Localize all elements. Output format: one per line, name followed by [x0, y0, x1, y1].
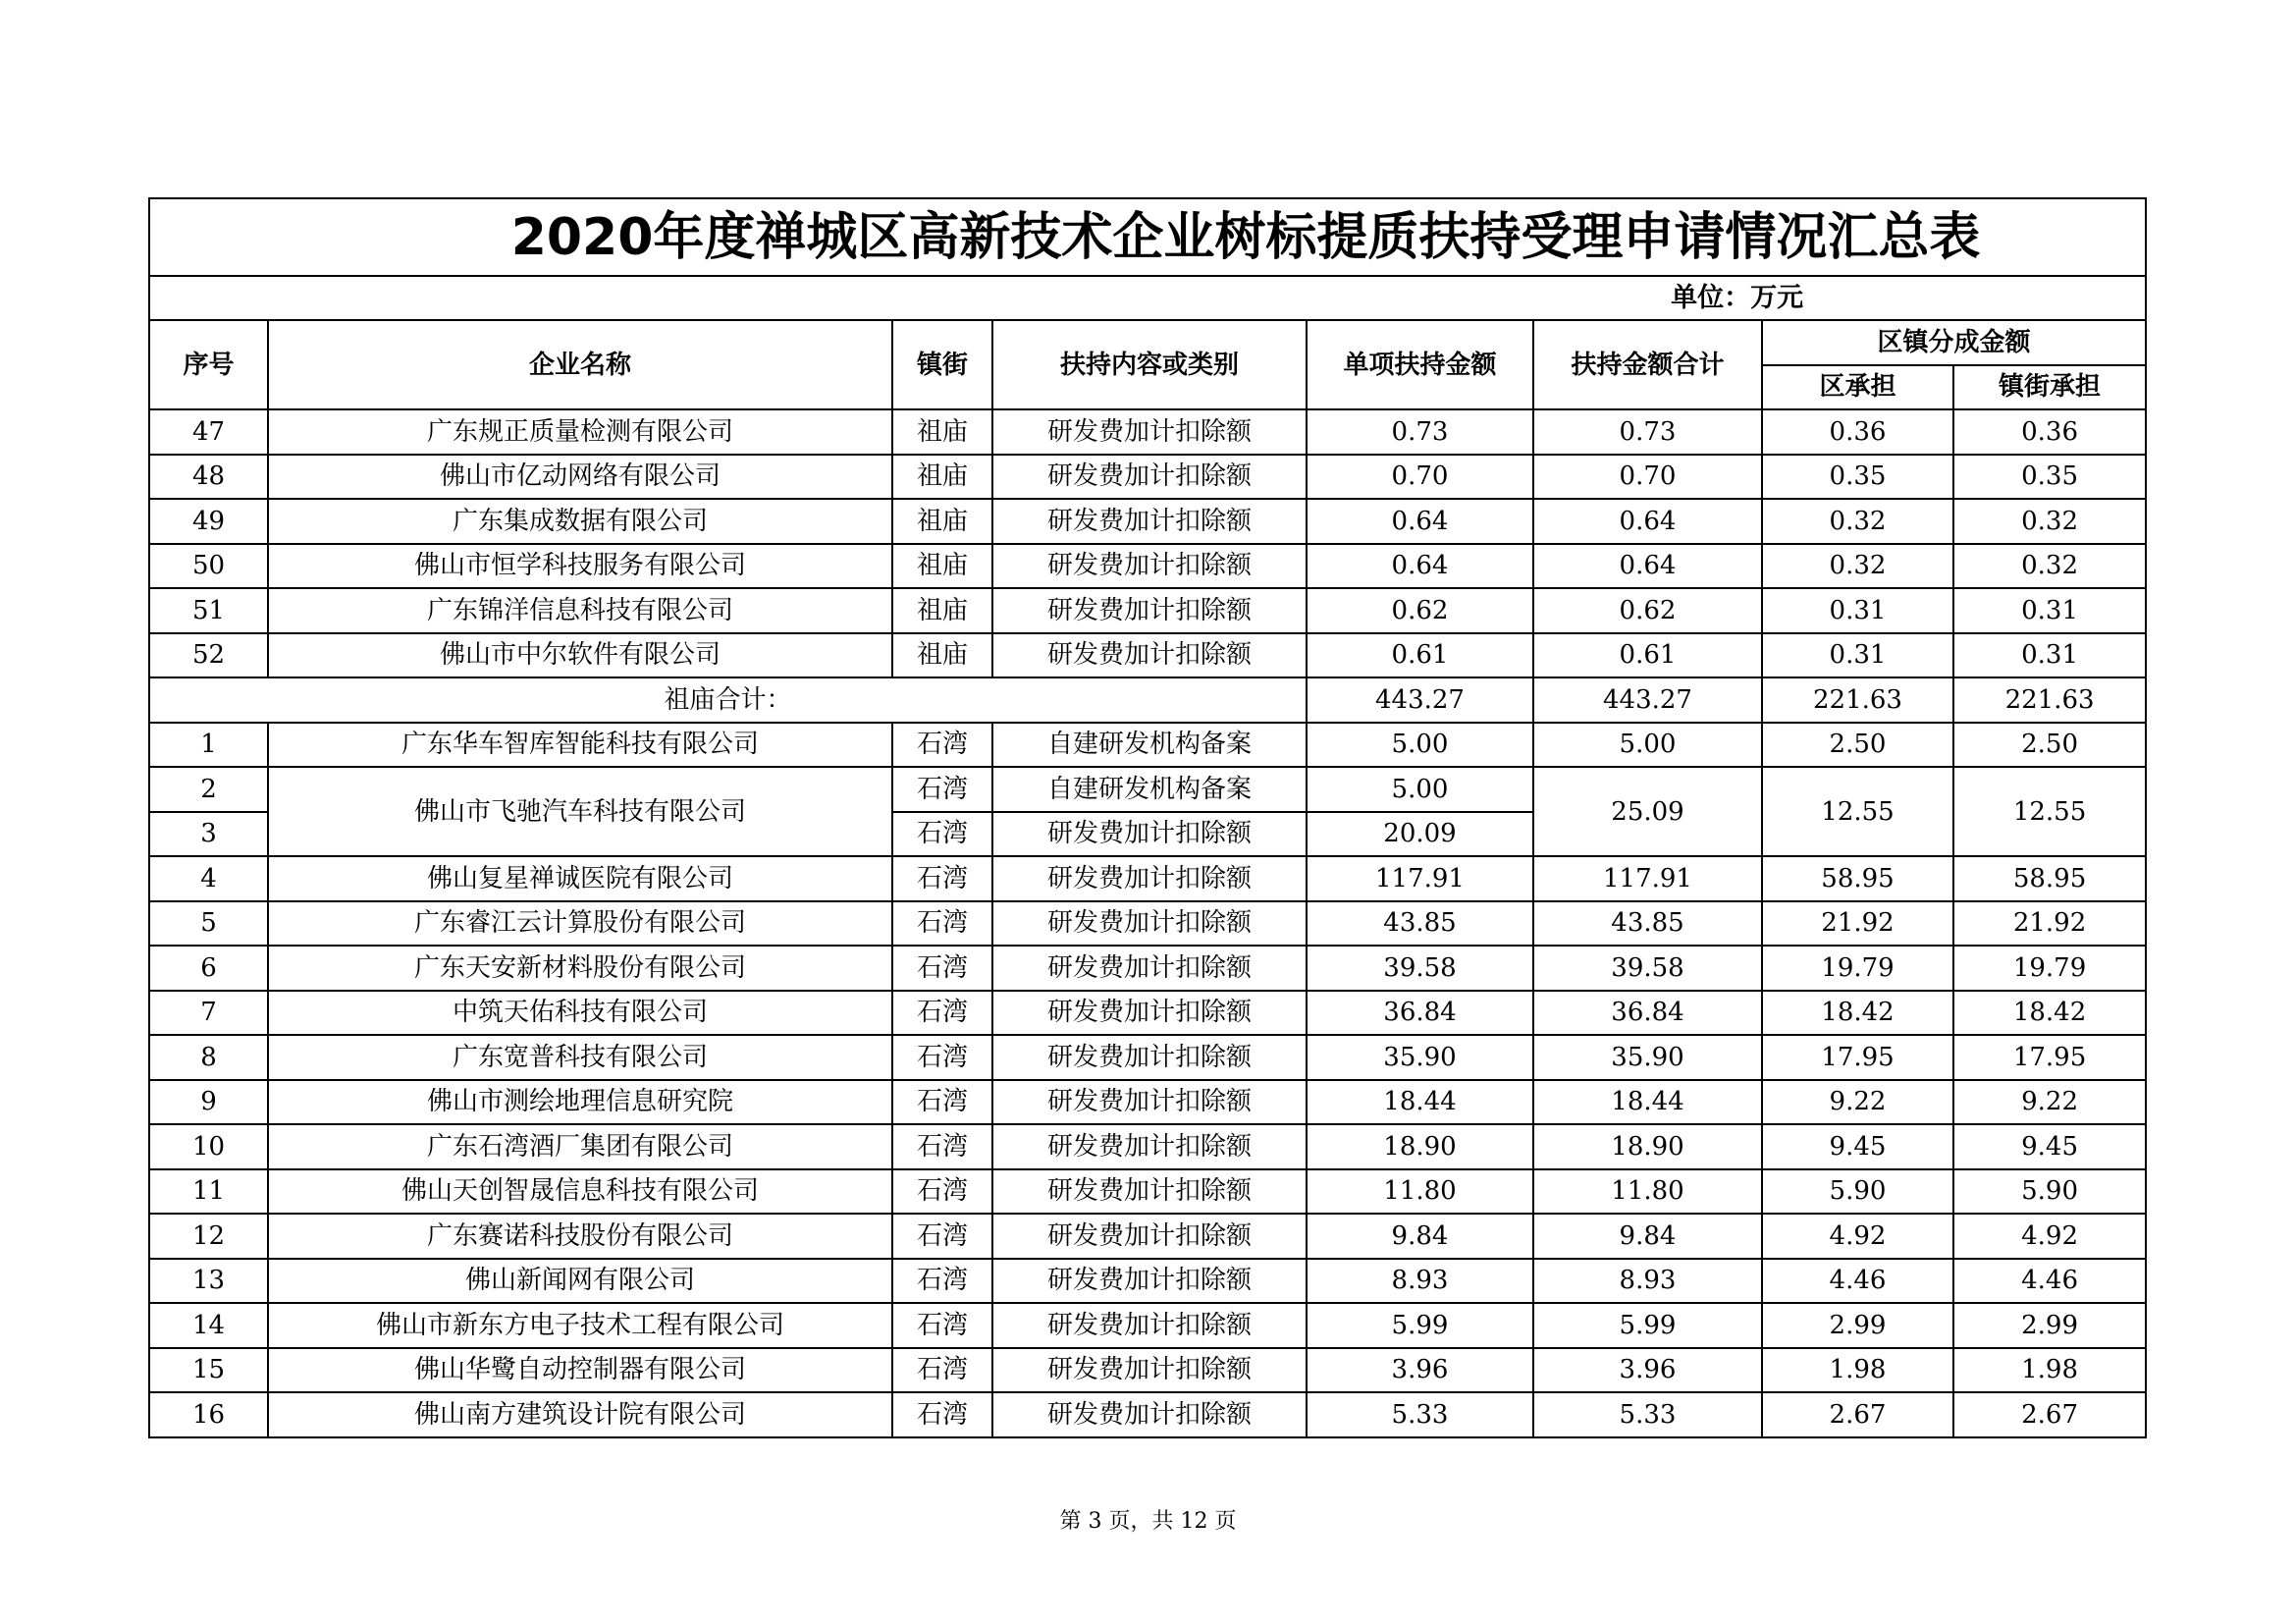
cell-seq: 10 [149, 1124, 268, 1169]
unit-label: 单位：万元 [149, 276, 2146, 320]
cell-item-amount: 0.64 [1307, 544, 1533, 589]
cell-company: 佛山市新东方电子技术工程有限公司 [268, 1303, 892, 1348]
cell-district: 18.42 [1762, 991, 1953, 1036]
cell-street: 石湾 [892, 1169, 992, 1215]
cell-street: 祖庙 [892, 499, 992, 544]
cell-district: 0.32 [1762, 544, 1953, 589]
cell-town: 0.31 [1953, 633, 2146, 678]
cell-district: 2.99 [1762, 1303, 1953, 1348]
cell-item-amount: 3.96 [1307, 1348, 1533, 1393]
header-street: 镇街 [892, 320, 992, 409]
header-district: 区承担 [1762, 365, 1953, 410]
cell-company: 佛山天创智晟信息科技有限公司 [268, 1169, 892, 1215]
cell-item-amount: 8.93 [1307, 1259, 1533, 1304]
cell-seq: 15 [149, 1348, 268, 1393]
subtotal-row [149, 677, 2146, 723]
cell-seq: 16 [149, 1392, 268, 1437]
cell-district: 0.35 [1762, 455, 1953, 500]
cell-item-amount: 11.80 [1307, 1169, 1533, 1215]
subtotal-label: 祖庙合计： [149, 677, 1307, 723]
cell-district: 0.31 [1762, 588, 1953, 633]
table-row [149, 1124, 2146, 1169]
cell-district: 58.95 [1762, 856, 1953, 901]
cell-total-amount: 36.84 [1533, 991, 1762, 1036]
cell-total-amount: 25.09 [1533, 767, 1762, 856]
cell-company: 广东集成数据有限公司 [268, 499, 892, 544]
cell-content: 研发费加计扣除额 [992, 588, 1307, 633]
cell-street: 石湾 [892, 856, 992, 901]
cell-town: 9.22 [1953, 1080, 2146, 1125]
cell-content: 研发费加计扣除额 [992, 991, 1307, 1036]
cell-content: 研发费加计扣除额 [992, 455, 1307, 500]
cell-street: 石湾 [892, 1124, 992, 1169]
cell-item-amount: 18.90 [1307, 1124, 1533, 1169]
cell-content: 自建研发机构备案 [992, 767, 1307, 812]
cell-item-amount: 20.09 [1307, 812, 1533, 857]
subtotal-town: 221.63 [1953, 677, 2146, 723]
cell-company: 佛山市恒学科技服务有限公司 [268, 544, 892, 589]
subtotal-total-amount: 443.27 [1533, 677, 1762, 723]
cell-company: 佛山新闻网有限公司 [268, 1259, 892, 1304]
table-row [149, 1080, 2146, 1125]
subtotal-district: 221.63 [1762, 677, 1953, 723]
cell-item-amount: 0.73 [1307, 409, 1533, 455]
cell-item-amount: 35.90 [1307, 1035, 1533, 1080]
cell-content: 研发费加计扣除额 [992, 633, 1307, 678]
cell-district: 1.98 [1762, 1348, 1953, 1393]
cell-town: 21.92 [1953, 901, 2146, 947]
cell-content: 研发费加计扣除额 [992, 1035, 1307, 1080]
cell-content: 研发费加计扣除额 [992, 1392, 1307, 1437]
cell-seq: 51 [149, 588, 268, 633]
cell-seq: 11 [149, 1169, 268, 1215]
cell-town: 12.55 [1953, 767, 2146, 856]
cell-company: 广东天安新材料股份有限公司 [268, 946, 892, 991]
cell-company: 广东锦洋信息科技有限公司 [268, 588, 892, 633]
cell-street: 石湾 [892, 1035, 992, 1080]
cell-district: 4.46 [1762, 1259, 1953, 1304]
cell-town: 2.67 [1953, 1392, 2146, 1437]
cell-total-amount: 117.91 [1533, 856, 1762, 901]
cell-seq: 12 [149, 1214, 268, 1259]
cell-seq: 8 [149, 1035, 268, 1080]
cell-item-amount: 5.00 [1307, 723, 1533, 768]
cell-total-amount: 18.44 [1533, 1080, 1762, 1125]
cell-district: 19.79 [1762, 946, 1953, 991]
cell-town: 2.50 [1953, 723, 2146, 768]
cell-town: 0.32 [1953, 499, 2146, 544]
header-total-amount: 扶持金额合计 [1533, 320, 1762, 409]
cell-district: 21.92 [1762, 901, 1953, 947]
summary-table [148, 197, 2147, 1438]
cell-seq: 50 [149, 544, 268, 589]
table-row [149, 409, 2146, 455]
cell-street: 石湾 [892, 1259, 992, 1304]
table-row [149, 588, 2146, 633]
cell-street: 祖庙 [892, 409, 992, 455]
cell-item-amount: 0.61 [1307, 633, 1533, 678]
cell-content: 研发费加计扣除额 [992, 1169, 1307, 1215]
cell-seq: 9 [149, 1080, 268, 1125]
cell-town: 4.46 [1953, 1259, 2146, 1304]
cell-company: 广东规正质量检测有限公司 [268, 409, 892, 455]
cell-total-amount: 0.64 [1533, 499, 1762, 544]
cell-item-amount: 5.99 [1307, 1303, 1533, 1348]
cell-street: 石湾 [892, 991, 992, 1036]
cell-town: 18.42 [1953, 991, 2146, 1036]
table-title: 2020年度禅城区高新技术企业树标提质扶持受理申请情况汇总表 [149, 198, 2146, 276]
cell-seq: 5 [149, 901, 268, 947]
cell-district: 12.55 [1762, 767, 1953, 856]
header-item-amount: 单项扶持金额 [1307, 320, 1533, 409]
table-row [149, 767, 2146, 812]
table-row [149, 946, 2146, 991]
table-row [149, 1169, 2146, 1215]
header-company: 企业名称 [268, 320, 892, 409]
cell-town: 5.90 [1953, 1169, 2146, 1215]
cell-item-amount: 0.62 [1307, 588, 1533, 633]
cell-total-amount: 0.73 [1533, 409, 1762, 455]
cell-total-amount: 0.61 [1533, 633, 1762, 678]
cell-total-amount: 0.62 [1533, 588, 1762, 633]
cell-company: 广东石湾酒厂集团有限公司 [268, 1124, 892, 1169]
cell-content: 研发费加计扣除额 [992, 544, 1307, 589]
cell-district: 0.32 [1762, 499, 1953, 544]
cell-street: 石湾 [892, 723, 992, 768]
cell-town: 0.32 [1953, 544, 2146, 589]
cell-total-amount: 0.70 [1533, 455, 1762, 500]
cell-company: 广东宽普科技有限公司 [268, 1035, 892, 1080]
cell-company: 佛山复星禅诚医院有限公司 [268, 856, 892, 901]
cell-item-amount: 36.84 [1307, 991, 1533, 1036]
table-row [149, 991, 2146, 1036]
table-row [149, 723, 2146, 768]
cell-town: 9.45 [1953, 1124, 2146, 1169]
cell-total-amount: 5.00 [1533, 723, 1762, 768]
cell-content: 研发费加计扣除额 [992, 856, 1307, 901]
cell-total-amount: 39.58 [1533, 946, 1762, 991]
cell-street: 祖庙 [892, 588, 992, 633]
table-row [149, 1035, 2146, 1080]
cell-town: 19.79 [1953, 946, 2146, 991]
cell-total-amount: 8.93 [1533, 1259, 1762, 1304]
cell-district: 0.31 [1762, 633, 1953, 678]
cell-district: 5.90 [1762, 1169, 1953, 1215]
cell-company: 佛山市测绘地理信息研究院 [268, 1080, 892, 1125]
cell-item-amount: 18.44 [1307, 1080, 1533, 1125]
cell-seq: 2 [149, 767, 268, 812]
cell-total-amount: 35.90 [1533, 1035, 1762, 1080]
cell-street: 石湾 [892, 1303, 992, 1348]
cell-street: 石湾 [892, 946, 992, 991]
cell-total-amount: 11.80 [1533, 1169, 1762, 1215]
cell-seq: 6 [149, 946, 268, 991]
cell-street: 石湾 [892, 812, 992, 857]
cell-seq: 1 [149, 723, 268, 768]
subtotal-item-amount: 443.27 [1307, 677, 1533, 723]
cell-item-amount: 39.58 [1307, 946, 1533, 991]
cell-street: 石湾 [892, 1348, 992, 1393]
cell-town: 17.95 [1953, 1035, 2146, 1080]
cell-item-amount: 5.00 [1307, 767, 1533, 812]
cell-content: 研发费加计扣除额 [992, 1303, 1307, 1348]
cell-item-amount: 9.84 [1307, 1214, 1533, 1259]
cell-street: 石湾 [892, 901, 992, 947]
cell-total-amount: 9.84 [1533, 1214, 1762, 1259]
cell-content: 研发费加计扣除额 [992, 409, 1307, 455]
cell-company: 广东华车智库智能科技有限公司 [268, 723, 892, 768]
cell-town: 1.98 [1953, 1348, 2146, 1393]
cell-content: 研发费加计扣除额 [992, 1259, 1307, 1304]
cell-company: 佛山市中尔软件有限公司 [268, 633, 892, 678]
cell-total-amount: 3.96 [1533, 1348, 1762, 1393]
table-row [149, 901, 2146, 947]
table-row [149, 544, 2146, 589]
cell-seq: 14 [149, 1303, 268, 1348]
cell-company: 广东赛诺科技股份有限公司 [268, 1214, 892, 1259]
cell-district: 2.67 [1762, 1392, 1953, 1437]
cell-total-amount: 0.64 [1533, 544, 1762, 589]
table-row [149, 499, 2146, 544]
cell-street: 祖庙 [892, 544, 992, 589]
cell-company: 佛山市飞驰汽车科技有限公司 [268, 767, 892, 856]
cell-seq: 48 [149, 455, 268, 500]
cell-town: 4.92 [1953, 1214, 2146, 1259]
cell-total-amount: 18.90 [1533, 1124, 1762, 1169]
cell-content: 研发费加计扣除额 [992, 1124, 1307, 1169]
cell-item-amount: 117.91 [1307, 856, 1533, 901]
cell-seq: 52 [149, 633, 268, 678]
cell-street: 石湾 [892, 1214, 992, 1259]
table-row [149, 1259, 2146, 1304]
cell-company: 广东睿江云计算股份有限公司 [268, 901, 892, 947]
cell-seq: 7 [149, 991, 268, 1036]
cell-content: 研发费加计扣除额 [992, 812, 1307, 857]
cell-district: 17.95 [1762, 1035, 1953, 1080]
cell-district: 4.92 [1762, 1214, 1953, 1259]
header-town: 镇街承担 [1953, 365, 2146, 410]
cell-content: 研发费加计扣除额 [992, 946, 1307, 991]
table-row [149, 455, 2146, 500]
table-row [149, 1348, 2146, 1393]
table-row [149, 1392, 2146, 1437]
cell-town: 58.95 [1953, 856, 2146, 901]
cell-town: 0.35 [1953, 455, 2146, 500]
table-row [149, 1214, 2146, 1259]
cell-total-amount: 43.85 [1533, 901, 1762, 947]
table-row [149, 1303, 2146, 1348]
cell-company: 佛山华鹭自动控制器有限公司 [268, 1348, 892, 1393]
header-split: 区镇分成金额 [1762, 320, 2146, 365]
table-row [149, 633, 2146, 678]
cell-item-amount: 43.85 [1307, 901, 1533, 947]
table-row [149, 856, 2146, 901]
cell-item-amount: 0.64 [1307, 499, 1533, 544]
cell-seq: 13 [149, 1259, 268, 1304]
cell-company: 中筑天佑科技有限公司 [268, 991, 892, 1036]
cell-content: 研发费加计扣除额 [992, 499, 1307, 544]
cell-town: 0.31 [1953, 588, 2146, 633]
cell-district: 2.50 [1762, 723, 1953, 768]
cell-company: 佛山市亿动网络有限公司 [268, 455, 892, 500]
cell-content: 研发费加计扣除额 [992, 901, 1307, 947]
cell-town: 2.99 [1953, 1303, 2146, 1348]
page-footer: 第 3 页，共 12 页 [1059, 1509, 1237, 1534]
cell-item-amount: 0.70 [1307, 455, 1533, 500]
cell-street: 石湾 [892, 767, 992, 812]
cell-content: 自建研发机构备案 [992, 723, 1307, 768]
cell-total-amount: 5.33 [1533, 1392, 1762, 1437]
cell-seq: 3 [149, 812, 268, 857]
cell-item-amount: 5.33 [1307, 1392, 1533, 1437]
cell-seq: 49 [149, 499, 268, 544]
cell-street: 石湾 [892, 1080, 992, 1125]
cell-street: 石湾 [892, 1392, 992, 1437]
header-content: 扶持内容或类别 [992, 320, 1307, 409]
cell-content: 研发费加计扣除额 [992, 1348, 1307, 1393]
cell-district: 9.45 [1762, 1124, 1953, 1169]
cell-town: 0.36 [1953, 409, 2146, 455]
cell-district: 0.36 [1762, 409, 1953, 455]
cell-street: 祖庙 [892, 633, 992, 678]
cell-content: 研发费加计扣除额 [992, 1080, 1307, 1125]
cell-seq: 47 [149, 409, 268, 455]
header-seq: 序号 [149, 320, 268, 409]
cell-company: 佛山南方建筑设计院有限公司 [268, 1392, 892, 1437]
cell-content: 研发费加计扣除额 [992, 1214, 1307, 1259]
cell-street: 祖庙 [892, 455, 992, 500]
cell-seq: 4 [149, 856, 268, 901]
cell-total-amount: 5.99 [1533, 1303, 1762, 1348]
cell-district: 9.22 [1762, 1080, 1953, 1125]
